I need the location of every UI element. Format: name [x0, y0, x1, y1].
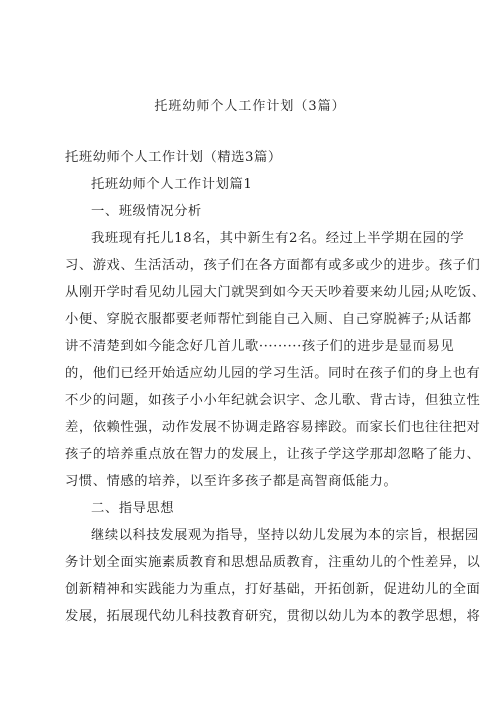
article-heading: 托班幼师个人工作计划篇1	[91, 177, 253, 192]
section-heading-situation: 一、班级情况分析	[91, 204, 202, 219]
document-title: 托班幼师个人工作计划（3篇）	[154, 99, 346, 114]
paragraph-line: 的，他们已经开始适应幼儿园的学习生活。同时在孩子们的身上也有	[65, 366, 481, 381]
paragraph-line: 习惯、情感的培养，以至许多孩子都是高智商低能力。	[65, 474, 398, 489]
paragraph-line: 讲不清楚到如今能念好几首儿歌·········孩子们的进步是显而易见	[65, 339, 455, 354]
paragraph-line: 小便、穿脱衣服都要老师帮忙到能自己入厕、自己穿脱裤子;从话都	[65, 312, 472, 327]
paragraph-line: 差，依赖性强，动作发展不协调走路容易摔跤。而家长们也往往把对	[65, 420, 481, 435]
paragraph-line: 不少的问题，如孩子小小年纪就会识字、念儿歌、背古诗，但独立性	[65, 393, 481, 408]
paragraph-line: 孩子的培养重点放在智力的发展上，让孩子学这学那却忽略了能力、	[65, 447, 481, 462]
paragraph-line: 发展，拓展现代幼儿科技教育研究，贯彻以幼儿为本的教学思想，将	[65, 609, 481, 624]
paragraph-line: 从刚开学时看见幼儿园大门就哭到如今天天吵着要来幼儿园;从吃饭、	[65, 285, 486, 300]
paragraph-line: 习、游戏、生活活动，孩子们在各方面都有或多或少的进步。孩子们	[65, 258, 481, 273]
paragraph-line: 务计划全面实施素质教育和思想品质教育，注重幼儿的个性差异，以	[65, 555, 481, 570]
paragraph-line: 我班现有托儿18名，其中新生有2名。经过上半学期在园的学	[91, 231, 465, 246]
document-subtitle: 托班幼师个人工作计划（精选3篇）	[65, 150, 282, 165]
section-heading-guideline: 二、指导思想	[91, 501, 175, 516]
paragraph-line: 继续以科技发展观为指导，坚持以幼儿发展为本的宗旨，根据园	[91, 528, 479, 543]
paragraph-line: 创新精神和实践能力为重点，打好基础，开拓创新，促进幼儿的全面	[65, 582, 481, 597]
